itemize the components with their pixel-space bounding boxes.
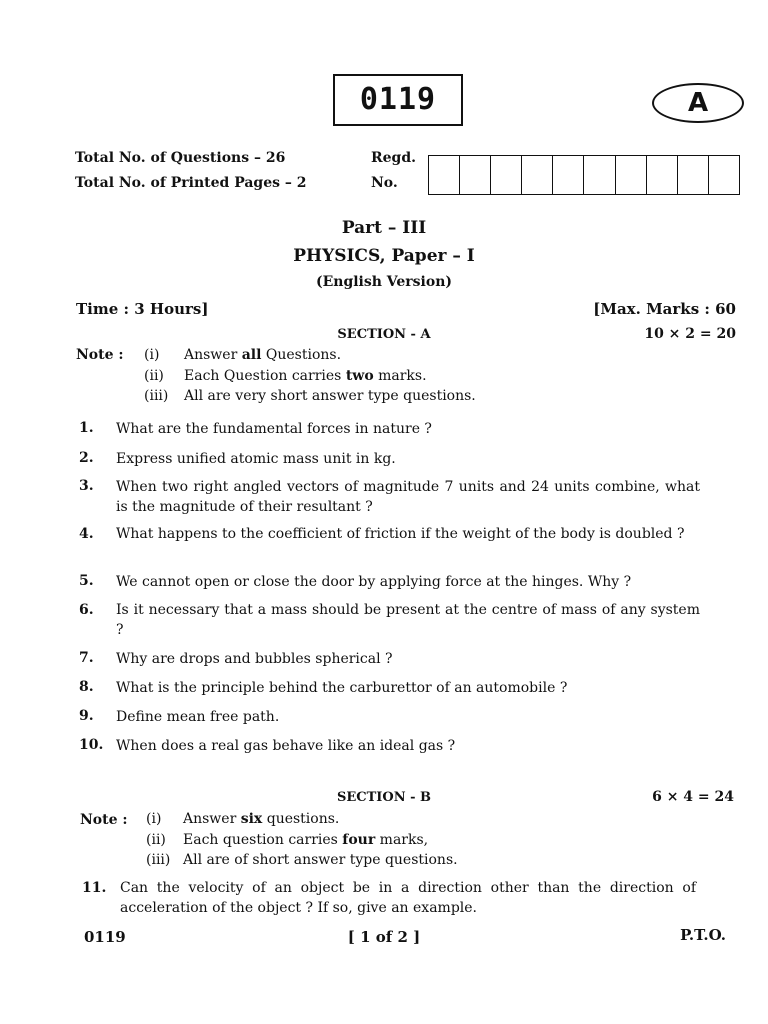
note-text: Each question carries four marks, bbox=[183, 832, 429, 848]
question-number: 10. bbox=[79, 737, 104, 753]
note-text: All are of short answer type questions. bbox=[183, 852, 458, 868]
section-a-note-label: Note : bbox=[76, 347, 124, 363]
note-number: (ii) bbox=[144, 368, 164, 384]
question-number: 3. bbox=[79, 478, 94, 494]
question-text: Is it necessary that a mass should be present at the centre of mass of any system ? bbox=[116, 602, 700, 638]
regd-digit-box[interactable] bbox=[616, 156, 647, 194]
section-b-title: SECTION - B bbox=[336, 790, 432, 805]
question-number: 6. bbox=[79, 602, 94, 618]
question-text: Express unified atomic mass unit in kg. bbox=[116, 451, 396, 467]
question-number: 5. bbox=[79, 573, 94, 589]
section-b-note-label: Note : bbox=[80, 812, 128, 828]
question-number: 4. bbox=[79, 526, 94, 542]
question-text: When two right angled vectors of magnitude 7 units and 24 units combine, what is the magnitude of their resultant ? bbox=[116, 479, 700, 515]
question-number: 8. bbox=[79, 679, 94, 695]
regd-digit-box[interactable] bbox=[460, 156, 491, 194]
question-number: 2. bbox=[79, 450, 94, 466]
pto-label: P.T.O. bbox=[680, 926, 726, 944]
no-label: No. bbox=[371, 175, 398, 191]
regd-digit-box[interactable] bbox=[647, 156, 678, 194]
regd-digit-box[interactable] bbox=[709, 156, 739, 194]
question-text: What are the fundamental forces in nature ? bbox=[116, 421, 432, 437]
registration-number-boxes[interactable] bbox=[428, 155, 740, 195]
section-b-marks: 6 × 4 = 24 bbox=[652, 789, 734, 805]
max-marks-label: [Max. Marks : 60 bbox=[593, 300, 736, 318]
footer-paper-code: 0119 bbox=[84, 928, 126, 946]
paper-code-box: 0119 bbox=[333, 74, 463, 126]
note-text: Answer six questions. bbox=[183, 811, 340, 827]
regd-digit-box[interactable] bbox=[678, 156, 709, 194]
total-questions: Total No. of Questions – 26 bbox=[75, 150, 286, 166]
question-text: What is the principle behind the carburettor of an automobile ? bbox=[116, 680, 568, 696]
page-indicator: [ 1 of 2 ] bbox=[347, 928, 421, 946]
question-number: 9. bbox=[79, 708, 94, 724]
note-text: Each Question carries two marks. bbox=[184, 368, 427, 384]
total-pages: Total No. of Printed Pages – 2 bbox=[75, 175, 307, 191]
section-a-title: SECTION - A bbox=[337, 327, 431, 342]
regd-digit-box[interactable] bbox=[522, 156, 553, 194]
note-text: All are very short answer type questions. bbox=[184, 388, 476, 404]
regd-digit-box[interactable] bbox=[429, 156, 460, 194]
version-label: (English Version) bbox=[315, 274, 453, 290]
regd-digit-box[interactable] bbox=[491, 156, 522, 194]
question-text: Define mean free path. bbox=[116, 709, 280, 725]
question-number: 1. bbox=[79, 420, 94, 436]
regd-digit-box[interactable] bbox=[584, 156, 615, 194]
question-text: What happens to the coefficient of friction if the weight of the body is doubled ? bbox=[116, 526, 685, 542]
question-text: Why are drops and bubbles spherical ? bbox=[116, 651, 393, 667]
question-text: Can the velocity of an object be in a direction other than the direction of acceleration of the object ? If so, give an example. bbox=[120, 880, 696, 916]
note-text: Answer all Questions. bbox=[184, 347, 342, 363]
question-number: 7. bbox=[79, 650, 94, 666]
note-number: (ii) bbox=[146, 832, 166, 848]
note-number: (iii) bbox=[146, 852, 171, 868]
question-number: 11. bbox=[82, 880, 107, 896]
set-label-oval: A bbox=[652, 83, 744, 123]
time-label: Time : 3 Hours] bbox=[76, 300, 209, 318]
note-number: (i) bbox=[146, 811, 162, 827]
regd-digit-box[interactable] bbox=[553, 156, 584, 194]
question-text: When does a real gas behave like an ideal gas ? bbox=[116, 738, 456, 754]
regd-label: Regd. bbox=[371, 150, 416, 166]
question-text: We cannot open or close the door by applying force at the hinges. Why ? bbox=[116, 574, 632, 590]
subject-title: PHYSICS, Paper – I bbox=[293, 246, 475, 266]
section-a-marks: 10 × 2 = 20 bbox=[644, 326, 736, 342]
note-number: (iii) bbox=[144, 388, 169, 404]
part-title: Part – III bbox=[341, 218, 427, 238]
note-number: (i) bbox=[144, 347, 160, 363]
